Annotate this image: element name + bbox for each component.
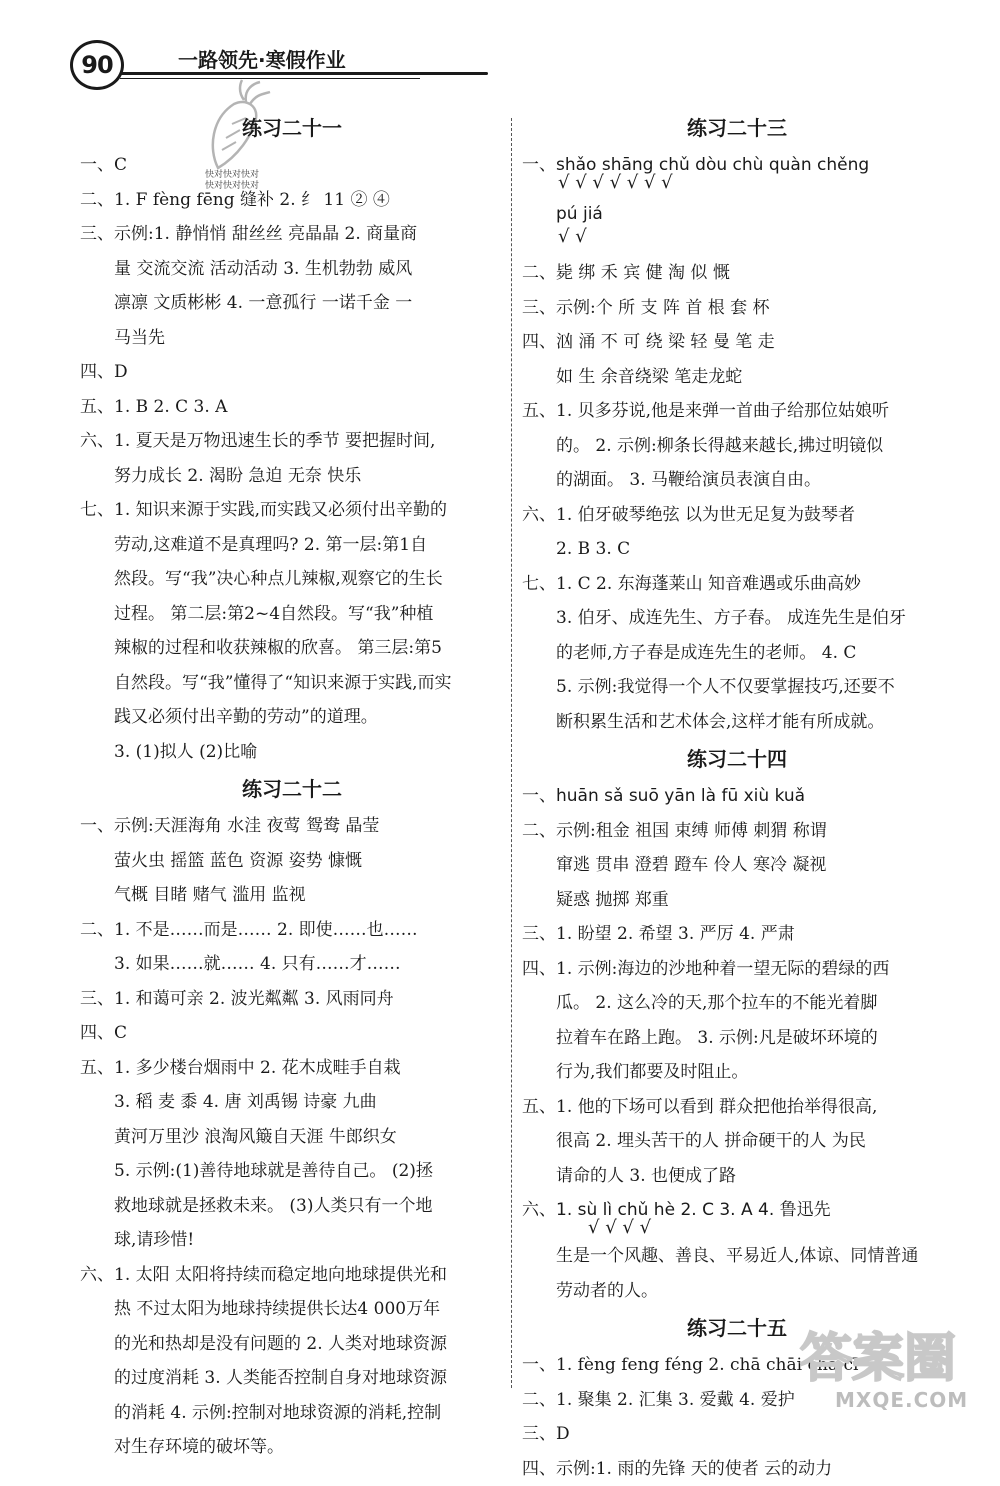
answer-line: 拉着车在路上跑。 3. 示例:凡是破坏环境的 [522,1021,952,1056]
answer-line: 救地球就是拯救未来。 (3)人类只有一个地 [80,1189,504,1224]
pinyin-text: 一、shǎo shāng chǔ dòu chù quàn chěng [522,150,869,175]
exercise-24-title: 练习二十四 [522,739,952,779]
answer-line: 二、1. F fèng fēng 缝补 2. 纟 11 ② ④ [80,183,504,218]
exercise-21-title: 练习二十一 [80,108,504,148]
answer-line: 的湖面。 3. 马鞭给演员表演自由。 [522,463,952,498]
answer-line: 三、示例:1. 静悄悄 甜丝丝 亮晶晶 2. 商量商 [80,217,504,252]
book-title: 一路领先·寒假作业 [178,44,346,73]
answer-line: 自然段。写“我”懂得了“知识来源于实践,而实 [80,666,504,701]
answer-line: 三、示例:个 所 支 阵 首 根 套 杯 [522,291,952,326]
answer-line: 劳动者的人。 [522,1274,952,1309]
answer-line: 3. (1)拟人 (2)比喻 [80,735,504,770]
answer-line: 五、1. 多少楼台烟雨中 2. 花木成畦手自栽 [80,1051,504,1086]
answer-line: 对生存环境的破坏等。 [80,1430,504,1465]
answer-line: 劳动,这难道不是真理吗? 2. 第一层:第1自 [80,528,504,563]
answer-line: 马当先 [80,321,504,356]
answer-line: 3. 伯牙、成连先生、方子春。 成连先生是伯牙 [522,601,952,636]
answer-line: 二、1. 聚集 2. 汇集 3. 爱戴 4. 爱护 [522,1383,952,1418]
answer-line: 3. 稻 麦 黍 4. 唐 刘禹锡 诗豪 九曲 [80,1085,504,1120]
answer-line: 的过度消耗 3. 人类能否控制自身对地球资源 [80,1361,504,1396]
answer-line: 二、毙 绑 禾 宾 健 淘 似 慨 [522,256,952,291]
answer-line: 六、1. 伯牙破琴绝弦 以为世无足复为鼓琴者 [522,498,952,533]
answer-line: 辣椒的过程和收获辣椒的欣喜。 第三层:第5 [80,631,504,666]
answer-line: 球,请珍惜! [80,1223,504,1258]
answer-line: 5. 示例:(1)善待地球就是善待自己。 (2)拯 [80,1154,504,1189]
answer-line: 一、示例:天涯海角 水洼 夜莺 鸳鸯 晶莹 [80,809,504,844]
exercise-22-title: 练习二十二 [80,769,504,809]
answer-line: 生是一个风趣、善良、平易近人,体谅、同情普通 [522,1239,952,1274]
answer-line: 疑惑 抛掷 郑重 [522,883,952,918]
answer-line: 2. B 3. C [522,532,952,567]
answer-line: 六、1. 夏天是万物迅速生长的季节 要把握时间, [80,424,504,459]
checkmark-icon: √ √ √ √ [588,1217,651,1238]
answer-line: 断积累生活和艺术体会,这样才能有所成就。 [522,705,952,740]
answer-line: 努力成长 2. 渴盼 急迫 无奈 快乐 [80,459,504,494]
answer-line: 黄河万里沙 浪淘风簸自天涯 牛郎织女 [80,1120,504,1155]
answer-line: 四、汹 涌 不 可 绕 梁 轻 曼 笔 走 [522,325,952,360]
answer-line: 四、D [80,355,504,390]
answer-line: 很高 2. 埋头苦干的人 拼命硬干的人 为民 [522,1124,952,1159]
answer-line: 的光和热却是没有问题的 2. 人类对地球资源 [80,1327,504,1362]
answer-line: 二、1. 不是……而是…… 2. 即使……也…… [80,913,504,948]
watermark-text: MXQE.COM [835,1388,968,1412]
left-column [80,108,504,1465]
answer-line: 五、1. B 2. C 3. A [80,390,504,425]
answer-line: 气概 目睹 赌气 滥用 监视 [80,878,504,913]
pinyin-row [522,148,952,202]
watermark-cn: 答案圈 [800,1329,956,1389]
answer-line: 四、C [80,1016,504,1051]
answer-line: 凛凛 文质彬彬 4. 一意孤行 一诺千金 一 [80,286,504,321]
exercise-25-title: 练习二十五 [522,1308,952,1348]
answer-line: 一、C [80,148,504,183]
checkmark-icon: √ √ [558,226,587,247]
answer-line: 瓜。 2. 这么冷的天,那个拉车的不能光着脚 [522,986,952,1021]
answer-line: 行为,我们都要及时阻止。 [522,1055,952,1090]
answer-line: 的消耗 4. 示例:控制对地球资源的消耗,控制 [80,1396,504,1431]
answer-line: 三、1. 和蔼可亲 2. 波光粼粼 3. 风雨同舟 [80,982,504,1017]
header-rule [120,72,488,75]
answer-line: 三、D [522,1417,952,1452]
answer-line: 六、1. 太阳 太阳将持续而稳定地向地球提供光和 [80,1258,504,1293]
pinyin-text: 六、1. sù lì chǔ hè 2. C 3. A 4. 鲁迅先 [522,1195,831,1220]
answer-line: 请命的人 3. 也便成了路 [522,1159,952,1194]
pinyin-row [522,202,952,256]
answer-line: 萤火虫 摇篮 蓝色 资源 姿势 慷慨 [80,844,504,879]
answer-line: 五、1. 他的下场可以看到 群众把他抬举得很高, [522,1090,952,1125]
answer-line: 四、1. 示例:海边的沙地种着一望无际的碧绿的西 [522,952,952,987]
answer-line: 三、1. 盼望 2. 希望 3. 严厉 4. 严肃 [522,917,952,952]
pinyin-line: 一、huān sǎ suō yān là fū xiù kuǎ [522,779,952,814]
answer-line: 七、1. C 2. 东海蓬莱山 知音难遇或乐曲高妙 [522,567,952,602]
column-divider [511,118,512,1388]
exercise-23-title: 练习二十三 [522,108,952,148]
answer-line: 如 生 余音绕梁 笔走龙蛇 [522,360,952,395]
answer-line: 窜逃 贯串 澄碧 蹬车 伶人 寒冷 凝视 [522,848,952,883]
answer-line: 四、示例:1. 雨的先锋 天的使者 云的动力 [522,1452,952,1486]
answer-line: 热 不过太阳为地球持续提供长达4 000万年 [80,1292,504,1327]
answer-line: 的。 2. 示例:柳条长得越来越长,拂过明镜似 [522,429,952,464]
answer-line: 一、1. fèng feng féng 2. chā chāi chà cī [522,1348,952,1383]
watermark-logo-icon [790,1318,980,1398]
checkmark-icon: √ √ √ √ √ √ √ [558,172,673,193]
pinyin-row [522,1193,952,1239]
answer-line: 量 交流交流 活动活动 3. 生机勃勃 威风 [80,252,504,287]
stamp-text: 快对快对快对 快对快对快对 [205,170,285,192]
answer-line: 5. 示例:我觉得一个人不仅要掌握技巧,还要不 [522,670,952,705]
answer-line: 五、1. 贝多芬说,他是来弹一首曲子给那位姑娘听 [522,394,952,429]
answer-line: 3. 如果……就…… 4. 只有……才…… [80,947,504,982]
answer-line: 然段。写“我”决心种点儿辣椒,观察它的生长 [80,562,504,597]
pinyin-text: pú jiá [556,204,603,224]
right-column [522,108,952,1486]
page-number: 90 [70,40,124,90]
answer-line: 践又必须付出辛勤的劳动”的道理。 [80,700,504,735]
answer-line: 七、1. 知识来源于实践,而实践又必须付出辛勤的 [80,493,504,528]
answer-line: 过程。 第二层:第2~4自然段。写“我”种植 [80,597,504,632]
answer-line: 的老师,方子春是成连先生的老师。 4. C [522,636,952,671]
answer-line: 二、示例:租金 祖国 束缚 师傅 刺猬 称谓 [522,814,952,849]
